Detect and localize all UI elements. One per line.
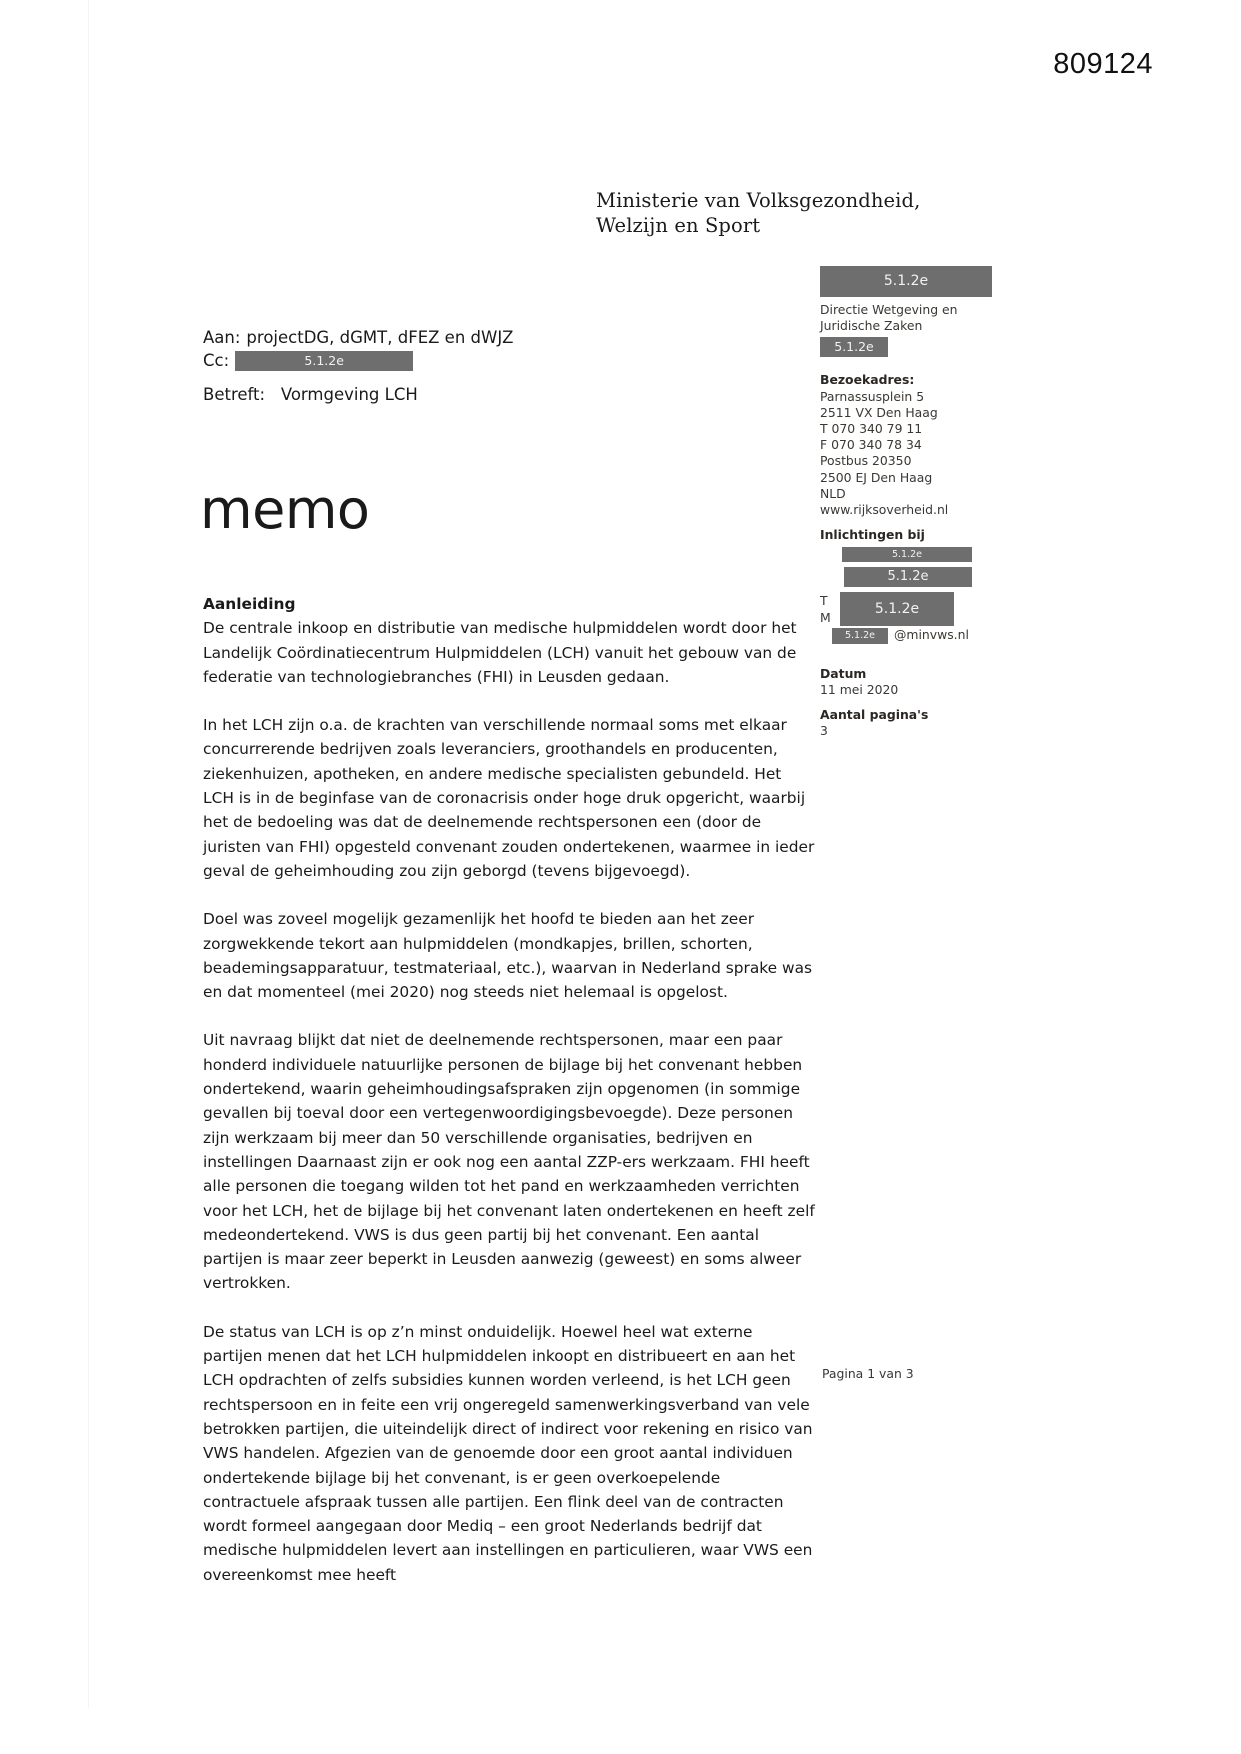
redaction-box-directorate-secondary: 5.1.2e [820, 337, 888, 357]
memo-title: memo [200, 478, 370, 541]
contact-phone-block [820, 592, 1020, 626]
recipient-fields [203, 326, 513, 372]
betreft-value: Vormgeving LCH [280, 385, 418, 404]
memo-body [203, 592, 815, 1611]
section-heading-aanleiding: Aanleiding [203, 595, 296, 613]
email-domain: @minvws.nl [894, 627, 969, 643]
website-url: www.rijksoverheid.nl [820, 502, 949, 518]
date-value: 11 mei 2020 [820, 681, 899, 697]
betreft-label: Betreft: [203, 385, 266, 404]
masthead-line-1: Ministerie van Volksgezondheid, [596, 189, 921, 212]
address-line: Parnassusplein 5 [820, 388, 925, 404]
directorate-line-2: Juridische Zaken [820, 318, 923, 334]
cc-row [203, 349, 513, 372]
ministry-masthead [596, 188, 1016, 238]
redaction-box-cc: 5.1.2e [235, 351, 413, 371]
address-line: NLD [820, 485, 846, 501]
cc-label: Cc: [203, 351, 230, 370]
masthead-line-2: Welzijn en Sport [596, 214, 761, 237]
page-footer: Pagina 1 van 3 [822, 1366, 914, 1381]
mobile-label: M [820, 610, 831, 626]
body-paragraph: De status van LCH is op z’n minst onduidelijk. Hoewel heel wat externe partijen menen dat het LCH hulpmiddelen inkoopt en distribueert en aan het LCH opdrachten of zelfs subsidies kunnen worden verleend, is het LCH geen rechtspersoon en in feite een vrij ongeregeld samenwerkingsverband van vele betrokken partijen, die uiteindelijk direct of indirect voor rekening en risico van VWS handelen. Afgezien van de genoemde door een groot aantal individuen ondertekende bijlage bij het convenant, is er geen overkoepelende contractuele afspraak tussen alle partijen. Een flink deel van de contracten wordt formeel aangegaan door Mediq – een groot Nederlands bedrijf dat medische hulpmiddelen levert aan instellingen en particulieren, waar VWS een overeenkomst mee heeft [203, 1322, 813, 1584]
address-line: T 070 340 79 11 [820, 421, 923, 437]
address-line: 2511 VX Den Haag [820, 404, 938, 420]
redaction-box-contact-name: 5.1.2e [842, 547, 972, 562]
sidebar-metadata [820, 266, 1020, 739]
redaction-box-directorate: 5.1.2e [820, 266, 992, 297]
body-paragraph: In het LCH zijn o.a. de krachten van verschillende normaal soms met elkaar concurrerende bedrijven zoals leveranciers, groothandels en producenten, ziekenhuizen, apotheken, en andere medische specialisten gebundeld. Het LCH is in de beginfase van de coronacrisis onder hoge druk opgericht, waarbij het de bedoeling was dat de deelnemende rechtspersonen een (door de juristen van FHI) opgesteld convenant zouden ondertekenen, waarmee in ieder geval de geheimhouding zou zijn geborgd (tevens bijgevoegd). [203, 716, 815, 880]
redaction-box-phone-numbers: 5.1.2e [840, 592, 954, 626]
directorate-line-1: Directie Wetgeving en [820, 302, 958, 317]
aan-label: Aan: [203, 328, 241, 347]
phone-label: T [820, 593, 828, 609]
aan-row [203, 326, 513, 349]
visit-address-label: Bezoekadres: [820, 372, 915, 388]
address-line: F 070 340 78 34 [820, 437, 922, 453]
contact-labels [820, 592, 832, 626]
page-count-label: Aantal pagina's [820, 707, 929, 723]
date-label: Datum [820, 665, 867, 681]
scan-margin-left [0, 0, 89, 1754]
address-line: Postbus 20350 [820, 453, 912, 469]
body-paragraph: De centrale inkoop en distributie van medische hulpmiddelen wordt door het Landelijk Coördinatiecentrum Hulpmiddelen (LCH) vanuit het gebouw van de federatie van technologiebranches (FHI) in Leusden gedaan. [203, 619, 797, 686]
scan-margin-bottom [0, 1708, 1241, 1754]
subject-row [203, 383, 418, 406]
inlichtingen-label: Inlichtingen bij [820, 527, 925, 543]
body-paragraph: Doel was zoveel mogelijk gezamenlijk het hoofd te bieden aan het zeer zorgwekkende tekort aan hulpmiddelen (mondkapjes, brillen, schorten, beademingsapparatuur, testmateriaal, etc.), waarvan in Nederland sprake was en dat momenteel (mei 2020) nog steeds niet helemaal is opgelost. [203, 910, 813, 1002]
document-number: 809124 [1053, 48, 1153, 80]
body-paragraph: Uit navraag blijkt dat niet de deelnemende rechtspersonen, maar een paar honderd individuele natuurlijke personen de bijlage bij het convenant hebben ondertekend, waarin geheimhoudingsafspraken zijn opgenomen (in sommige gevallen bij toeval door een vertegenwoordigingsbevoegde). Deze personen zijn werkzaam bij meer dan 50 verschillende organisaties, bedrijven en instellingen Daarnaast zijn er ook nog een aantal ZZP-ers werkzaam. FHI heeft alle personen die toegang wilden tot het pand en werkzaamheden verrichten voor het LCH, het de bijlage bij het convenant laten ondertekenen en heeft zelf medeondertekend. VWS is dus geen partij bij het convenant. Een aantal partijen is maar zeer beperkt in Leusden aanwezig (geweest) en soms alweer vertrokken. [203, 1031, 815, 1293]
address-line: 2500 EJ Den Haag [820, 469, 933, 485]
redaction-box-email-local: 5.1.2e [832, 628, 888, 644]
contact-email-row [832, 627, 1020, 643]
page-count-value: 3 [820, 723, 828, 739]
redaction-box-contact-role: 5.1.2e [844, 567, 972, 587]
aan-value: projectDG, dGMT, dFEZ en dWJZ [246, 328, 514, 347]
